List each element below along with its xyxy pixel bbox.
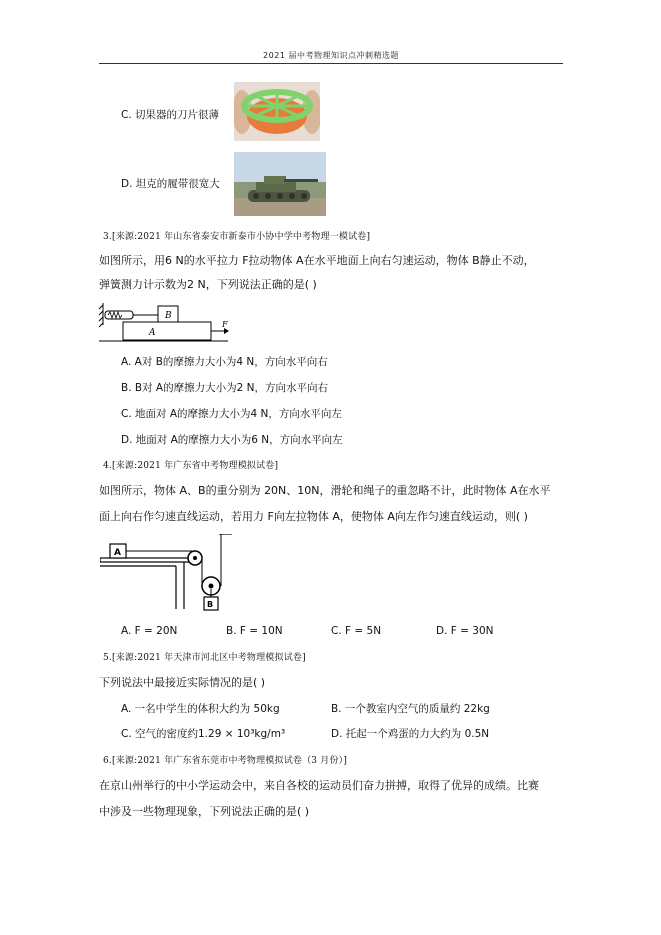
q3-option-c: C. 地面对 A的摩擦力大小为4 N，方向水平向左 (121, 408, 342, 420)
q4-option-a: A. F = 20N (121, 625, 178, 637)
q3-spring-scale (105, 311, 158, 319)
q3-stem-line1: 如图所示，用6 N的水平拉力 F拉动物体 A在水平地面上向右匀速运动，物体 B静止不动， (99, 254, 535, 267)
fruit-cutter-image (234, 82, 320, 141)
q4-option-c: C. F = 5N (331, 625, 382, 637)
page-header: 2021 届中考物理知识点冲刺精选题 (263, 51, 399, 60)
q3-option-d: D. 地面对 A的摩擦力大小为6 N，方向水平向左 (121, 434, 343, 446)
q3-stem-line2: 弹簧测力计示数为2 N，下列说法正确的是( ) (99, 278, 317, 291)
q5-option-b: B. 一个教室内空气的质量约 22kg (331, 703, 490, 715)
q3-option-a: A. A对 B的摩擦力大小为4 N，方向水平向右 (121, 356, 328, 368)
q3-label-a: A (149, 328, 156, 338)
q5-option-d: D. 托起一个鸡蛋的力大约为 0.5N (331, 728, 490, 740)
q3-block-a (123, 322, 211, 340)
q4-label-b: B (207, 600, 214, 609)
q6-source: 6.[来源:2021 年广东省东莞市中考物理模拟试卷（3 月份）] (103, 756, 348, 766)
q3-option-b: B. B对 A的摩擦力大小为2 N，方向水平向右 (121, 382, 328, 394)
q4-option-d: D. F = 30N (436, 625, 494, 637)
q4-source: 4.[来源:2021 年广东省中考物理模拟试卷] (103, 461, 279, 471)
q3-label-b: B (165, 311, 172, 321)
q4-stem-line2: 面上向右作匀速直线运动，若用力 F向左拉物体 A，使物体 A向左作匀速直线运动，则( ) (99, 510, 528, 523)
q2-option-d: D. 坦克的履带很宽大 (121, 178, 220, 190)
header-divider (99, 63, 563, 64)
q5-source: 5.[来源:2021 年天津市河北区中考物理模拟试卷] (103, 653, 306, 663)
q4-option-b: B. F = 10N (226, 625, 283, 637)
q6-stem-line2: 中涉及一些物理现象，下列说法正确的是( ) (99, 805, 310, 818)
q5-option-c: C. 空气的密度约1.29 × 10³kg/m³ (121, 728, 286, 740)
q5-option-a: A. 一名中学生的体积大约为 50kg (121, 703, 280, 715)
q3-label-f: F (222, 320, 228, 329)
q3-source: 3.[来源:2021 年山东省泰安市新泰市小协中学中考物理一模试卷] (103, 232, 371, 242)
q4-label-a: A (114, 548, 121, 558)
tank-image (234, 152, 326, 216)
q4-stem-line1: 如图所示，物体 A、B的重分别为 20N、10N，滑轮和绳子的重忽略不计，此时物体 A在水平 (99, 484, 551, 497)
q3-wall (99, 303, 103, 327)
q2-option-c: C. 切果器的刀片很薄 (121, 109, 220, 121)
q5-stem: 下列说法中最接近实际情况的是( ) (99, 676, 266, 689)
q3-figure (98, 301, 230, 347)
q4-figure (100, 534, 232, 614)
q6-stem-line1: 在京山州举行的中小学运动会中，来自各校的运动员们奋力拼搏，取得了优异的成绩。比赛 (99, 779, 539, 792)
